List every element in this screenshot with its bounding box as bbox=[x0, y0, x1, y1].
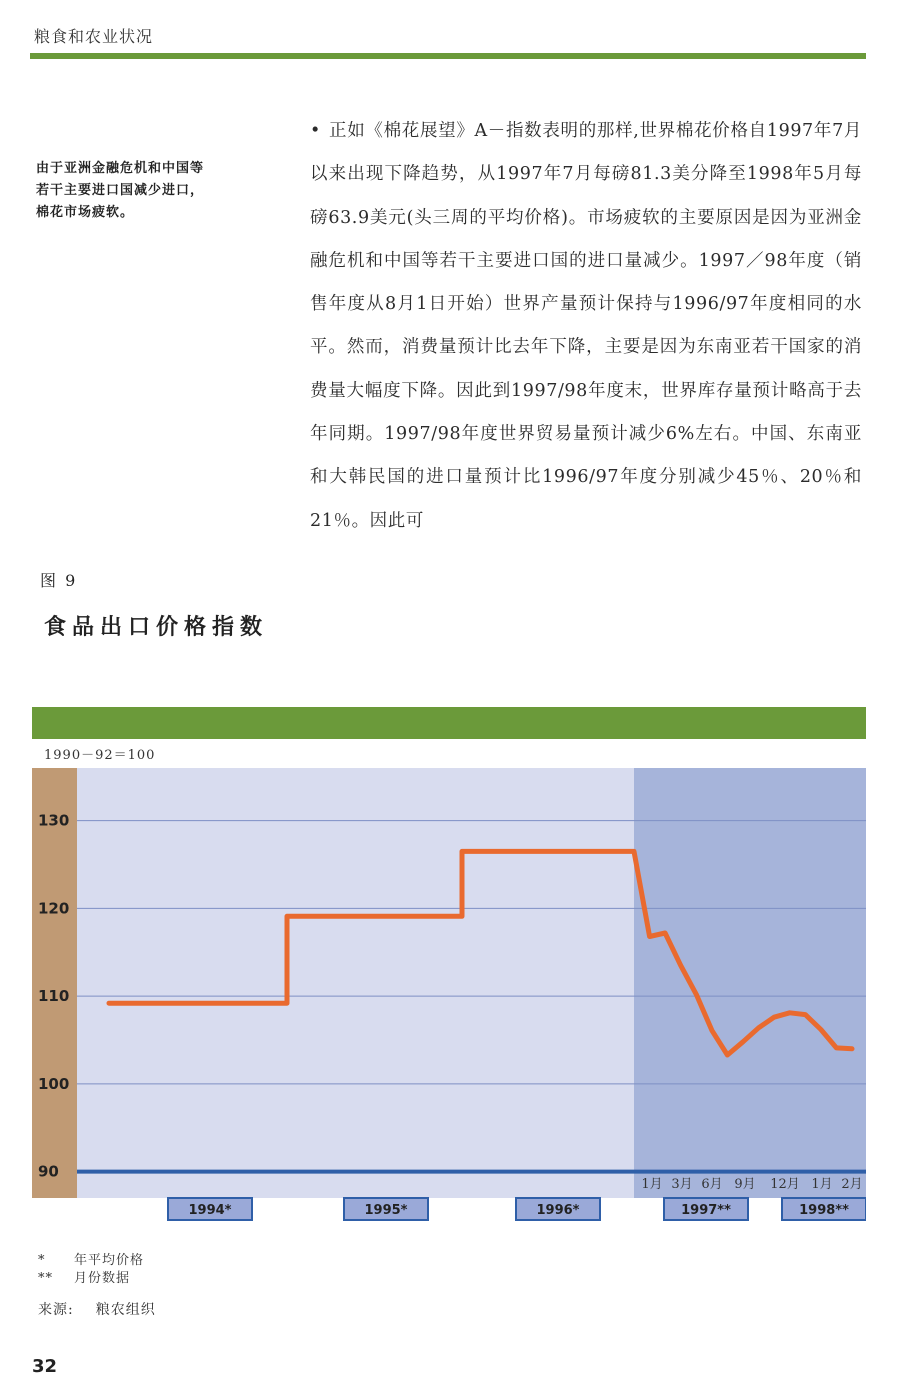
page-number: 32 bbox=[32, 1356, 58, 1377]
plot-background bbox=[77, 768, 634, 1198]
source-label: 来源: bbox=[38, 1302, 74, 1318]
month-tick-label: 1月 bbox=[811, 1177, 833, 1192]
legend-item bbox=[38, 1270, 144, 1288]
legend-symbol: ** bbox=[38, 1271, 53, 1286]
running-header: 粮食和农业状况 bbox=[34, 27, 154, 46]
body-paragraph bbox=[310, 110, 862, 543]
y-axis-bar bbox=[32, 768, 77, 1198]
month-tick-label: 3月 bbox=[671, 1177, 693, 1192]
legend-symbol: * bbox=[38, 1253, 46, 1268]
year-tab-label: 1998** bbox=[799, 1203, 849, 1218]
margin-note bbox=[36, 158, 271, 224]
year-tab-label: 1994* bbox=[188, 1203, 232, 1218]
monthly-data-background bbox=[634, 768, 866, 1198]
figure-label: 图 9 bbox=[40, 571, 78, 590]
month-tick-label: 2月 bbox=[841, 1177, 863, 1192]
legend-text: 年平均价格 bbox=[74, 1253, 145, 1268]
month-tick-label: 12月 bbox=[770, 1177, 800, 1192]
source-note bbox=[38, 1299, 156, 1319]
y-tick-label: 130 bbox=[38, 811, 70, 830]
source-text: 粮农组织 bbox=[95, 1302, 156, 1318]
legend-item bbox=[38, 1252, 144, 1270]
margin-note-line: 若干主要进口国减少进口， bbox=[36, 183, 205, 198]
chart-header-band bbox=[32, 707, 866, 739]
figure-title: 食品出口价格指数 bbox=[44, 615, 269, 640]
month-tick-label: 6月 bbox=[701, 1177, 723, 1192]
y-tick-label: 100 bbox=[38, 1074, 70, 1093]
month-tick-label: 1月 bbox=[641, 1177, 663, 1192]
header-rule bbox=[30, 53, 866, 59]
year-tab-label: 1996* bbox=[536, 1203, 580, 1218]
food-export-price-index-chart bbox=[32, 768, 866, 1224]
margin-note-line: 棉花市场疲软。 bbox=[36, 205, 135, 220]
body-paragraph-text: 正如《棉花展望》A－指数表明的那样,世界棉花价格自1997年7月以来出现下降趋势，从1997年7月每磅81.3美分降至1998年5月每磅63.9美元(头三周的平均价格)。市场疲软的主要原因是因为亚洲金融危机和中国等若干主要进口国的进口量减少。1997／98年度（销售年度从8月1日开始）世界产量预计保持与1996/97年度相同的水平。然而，消费量预计比去年下降，主要是因为东南亚若干国家的消费量大幅度下降。因此到1997/98年度末，世界库存量预计略高于去年同期。1997/98年度世界贸易量预计减少6%左右。中国、东南亚和大韩民国的进口量预计比1996/97年度分别减少45％、20％和21％。因此可 bbox=[310, 121, 862, 531]
legend bbox=[38, 1252, 144, 1288]
margin-note-line: 由于亚洲金融危机和中国等 bbox=[36, 161, 205, 176]
y-tick-label: 120 bbox=[38, 899, 70, 918]
index-base-note: 1990－92＝100 bbox=[44, 748, 156, 763]
y-tick-label: 90 bbox=[38, 1162, 59, 1181]
legend-text: 月份数据 bbox=[74, 1271, 131, 1286]
bullet-mark: • bbox=[310, 121, 321, 141]
year-tab-label: 1995* bbox=[364, 1203, 408, 1218]
month-tick-label: 9月 bbox=[734, 1177, 756, 1192]
year-tab-label: 1997** bbox=[681, 1203, 731, 1218]
y-tick-label: 110 bbox=[38, 987, 70, 1006]
